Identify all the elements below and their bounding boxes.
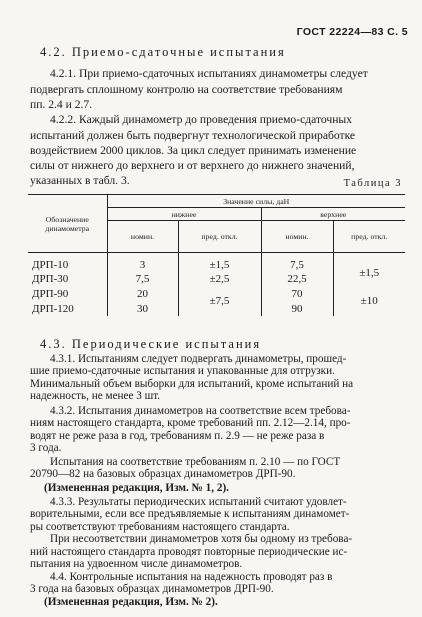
header-upper-nom: номин. [261, 221, 333, 253]
paragraph-4-3-3-line-2: ворительными, если все предъявляемые к испытаниям динамомет- [30, 508, 350, 521]
row-name: ДРП-120 [32, 302, 74, 315]
paragraph-4-3-1-line-4: надежность, не менее 3 шт. [30, 390, 161, 403]
table-caption: Таблица 3 [343, 178, 402, 189]
row-lower-nom: 3 [107, 253, 178, 272]
paragraph-4-3-1-line-3: Минимальный объем выборки для испытаний, кроме испытаний на [30, 377, 354, 390]
row-lower-nom: 7,5 [107, 271, 178, 286]
paragraph-4-2-2-line-2: испытаний должен быть подвергнут технологической приработке [30, 129, 356, 142]
paragraph-4-3-3b-line-2: ний настоящего стандарта проводят повторные периодические ис- [30, 545, 348, 558]
amendment-note-1: (Измененная редакция, Изм. № 1, 2). [44, 481, 229, 494]
row-upper-dev-group-2: ±10 [333, 286, 405, 316]
paragraph-4-4-line-2: 3 года на базовых образцах динамометров ДРП-90. [30, 583, 274, 596]
table-row [28, 286, 405, 301]
paragraph-4-3-2-line-2: ниям настоящего стандарта, кроме требований пп. 2.12—2.14, про- [30, 417, 351, 430]
header-lower-dev: пред. откл. [178, 221, 261, 253]
row-upper-dev-group-1: ±1,5 [333, 253, 405, 287]
paragraph-4-2-2-line-1: 4.2.2. Каждый динамометр до проведения приемо-сдаточных [50, 113, 353, 126]
paragraph-4-2-2-line-3: воздействием 2000 циклов. За цикл следует принимать изменение [30, 144, 357, 157]
paragraph-4-3-2-line-1: 4.3.2. Испытания динамометров на соответствие всем требова- [50, 404, 351, 417]
paragraph-4-2-2-line-5: указанных в табл. 3. [30, 174, 130, 187]
paragraph-4-3-1-line-2: шие приемо-сдаточные испытания и упакованные для отгрузки. [30, 365, 335, 378]
paragraph-4-2-1-line-2: подвергать сплошному контролю на соответствие требованиям [30, 83, 343, 96]
paragraph-4-3-3b-line-1: При несоответствии динамометров хотя бы одному из требова- [50, 533, 353, 546]
row-lower-nom: 30 [107, 301, 178, 316]
row-lower-dev: ±1,5 [178, 253, 261, 272]
section-4-3-title: 4.3. Периодические испытания [40, 337, 262, 351]
amendment-note-2: (Измененная редакция, Изм. № 2). [44, 596, 218, 608]
paragraph-4-4-line-1: 4.4. Контрольные испытания на надежность проводят раз в [50, 570, 333, 583]
paragraph-4-3-3-line-3: ры соответствуют требованиям настоящего стандарта. [30, 520, 290, 533]
header-force-value: Значение силы, даН [107, 195, 405, 208]
page-header: ГОСТ 22224—83 С. 5 [296, 26, 408, 38]
row-lower-nom: 20 [107, 286, 178, 301]
row-lower-dev-merged: ±7,5 [178, 286, 261, 316]
header-designation: Обозначение динамометра [28, 195, 107, 253]
header-lower-nom: номин. [107, 221, 178, 253]
row-name: ДРП-90 [32, 287, 69, 300]
paragraph-4-2-2-line-4: силы от нижнего до верхнего и от верхнего до нижнего значений, [30, 159, 355, 172]
paragraph-4-3-2-line-4: 3 года. [30, 442, 62, 455]
header-upper: верхнее [261, 208, 405, 221]
table-row [28, 253, 405, 272]
paragraph-4-2-1-line-3: пп. 2.4 и 2.7. [30, 98, 93, 111]
paragraph-4-2-1-line-1: 4.2.1. При приемо-сдаточных испытаниях динамометры следует [50, 67, 368, 80]
row-name: ДРП-30 [32, 272, 69, 285]
header-lower: нижнее [107, 208, 261, 221]
row-name: ДРП-10 [32, 259, 69, 271]
section-4-2-title: 4.2. Приемо-сдаточные испытания [40, 45, 286, 59]
paragraph-4-3-2b-line-2: 20790—82 на базовых образцах динамометров ДРП-90. [30, 468, 296, 481]
paragraph-4-3-1-line-1: 4.3.1. Испытаниям следует подвергать динамометры, прошед- [50, 352, 347, 365]
table-3 [28, 194, 405, 316]
row-upper-nom: 90 [261, 301, 333, 316]
row-upper-nom: 7,5 [261, 253, 333, 272]
paragraph-4-3-3-line-1: 4.3.3. Результаты периодических испытаний считают удовлет- [50, 495, 347, 508]
paragraph-4-3-2-line-3: водят не реже раза в год, требованиям п. 2.9 — не реже раза в [30, 429, 325, 442]
row-upper-nom: 70 [261, 286, 333, 301]
header-upper-dev: пред. откл. [333, 221, 405, 253]
row-lower-dev: ±2,5 [178, 271, 261, 286]
paragraph-4-3-3b-line-3: пытания на удвоенном числе динамометров. [30, 558, 243, 571]
row-upper-nom: 22,5 [261, 271, 333, 286]
paragraph-4-3-2b-line-1: Испытания на соответствие требованиям п. 2.10 — по ГОСТ [50, 455, 341, 468]
